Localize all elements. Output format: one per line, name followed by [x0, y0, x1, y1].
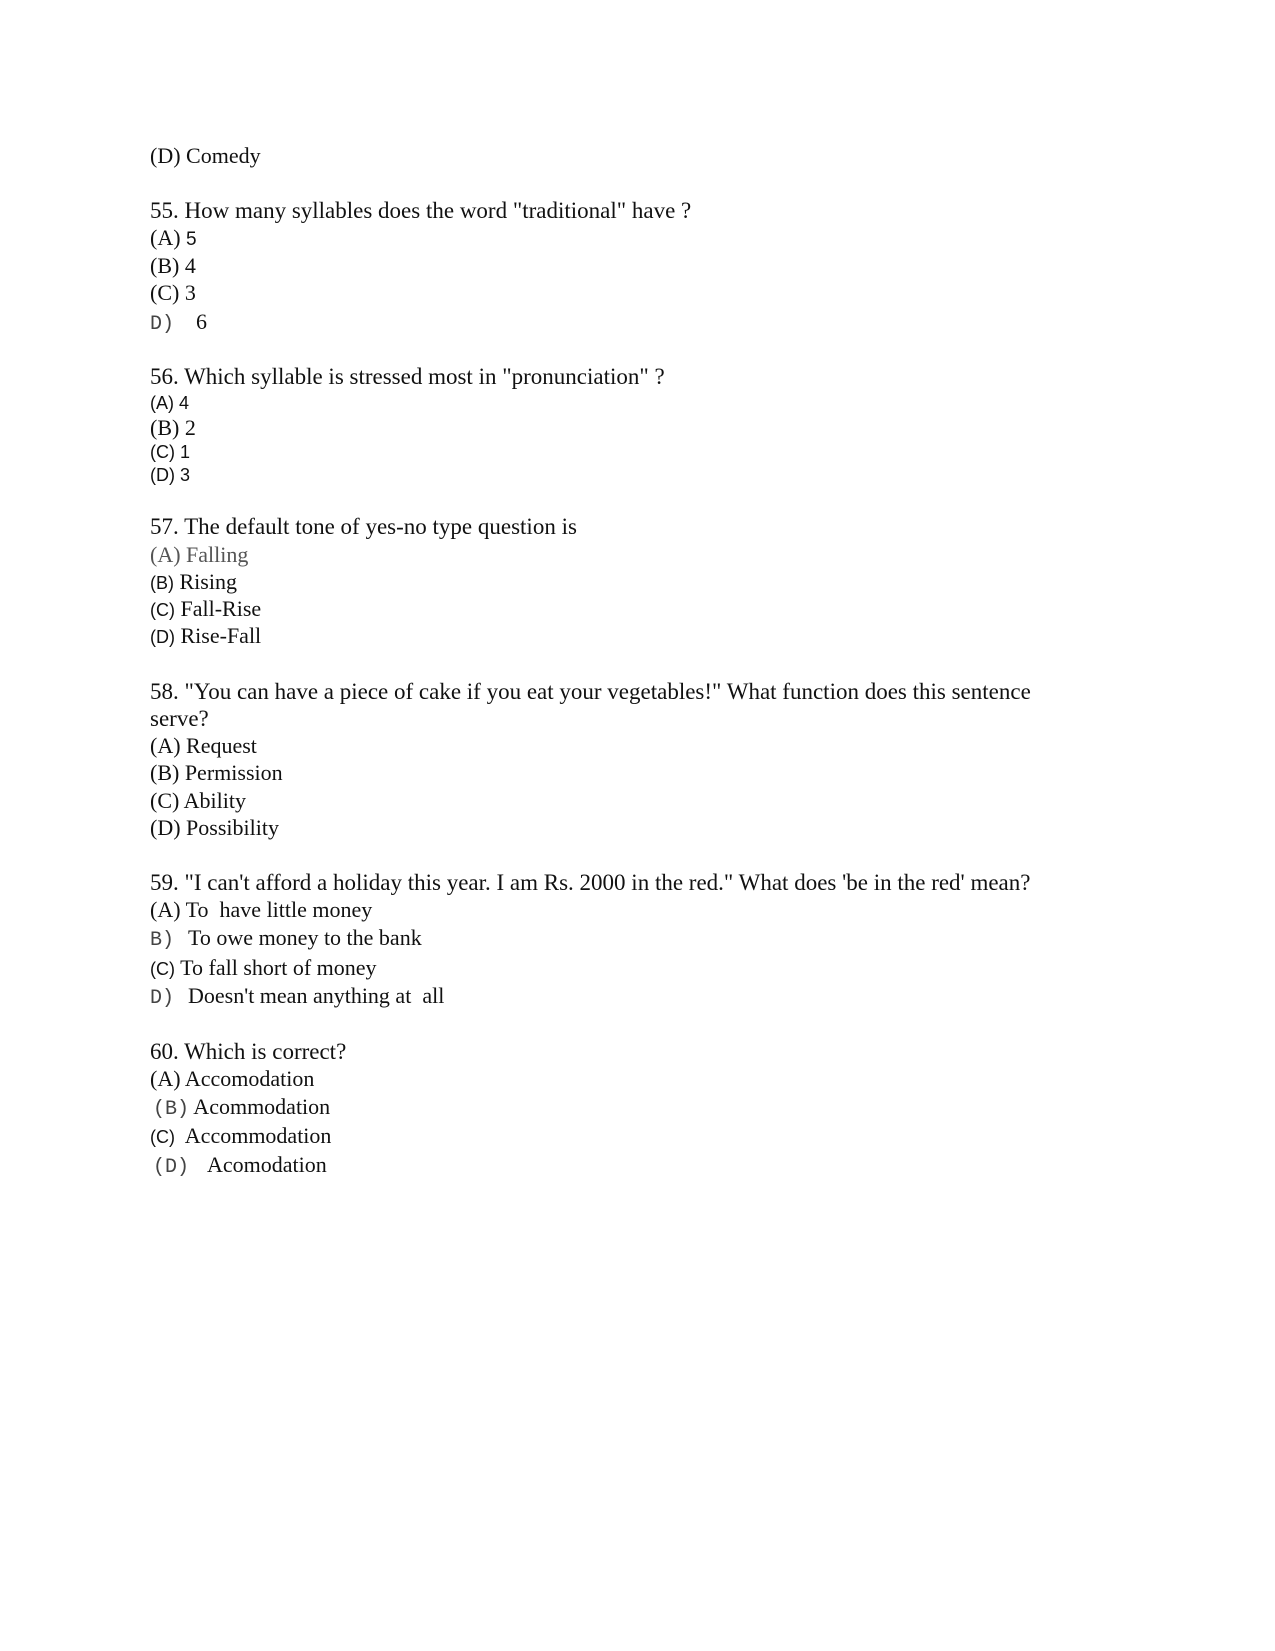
answer-option: (D) Comedy [150, 143, 261, 168]
option-label: (C) [150, 1127, 175, 1147]
answer-option [150, 925, 422, 954]
question-56: 56. Which syllable is stressed most in "pronunciation" ? [150, 364, 665, 389]
option-text: 6 [196, 309, 208, 334]
answer-option [153, 1152, 327, 1181]
option-text: Acommodation [189, 1094, 331, 1119]
option-text: Acomodation [207, 1152, 327, 1177]
answer-option: (A) 4 [150, 393, 190, 413]
option-text: Accommodation [175, 1123, 332, 1148]
answer-option: (A) Request [150, 733, 257, 758]
answer-option: (A) Falling [150, 542, 249, 567]
answer-option: (B) 2 [150, 415, 196, 440]
answer-option [150, 596, 261, 623]
option-text: To owe money to the bank [188, 925, 422, 950]
question-60: 60. Which is correct? [150, 1039, 347, 1064]
option-label: D) [150, 313, 175, 336]
option-label: (A) [150, 225, 187, 250]
option-label: (D) [150, 627, 175, 647]
option-label: (C) [150, 600, 175, 620]
question-58: 58. "You can have a piece of cake if you eat your vegetables!" What function does this sentence [150, 679, 1031, 704]
answer-option [150, 955, 377, 982]
answer-option [150, 623, 261, 650]
option-text: 5 [186, 229, 197, 250]
option-text: Doesn't mean anything at all [188, 983, 445, 1008]
question-57: 57. The default tone of yes-no type question is [150, 514, 577, 539]
question-58-continued: serve? [150, 706, 209, 731]
option-text: Rising [174, 569, 237, 594]
answer-option: (B) 4 [150, 253, 196, 278]
answer-option: (D) Possibility [150, 815, 279, 840]
answer-option [153, 1094, 330, 1123]
option-text: Fall-Rise [175, 596, 262, 621]
answer-option: (C) 3 [150, 280, 196, 305]
question-55: 55. How many syllables does the word "traditional" have ? [150, 198, 692, 223]
answer-option: (B) Permission [150, 760, 283, 785]
option-label: (B) [150, 573, 174, 593]
answer-option [150, 1123, 331, 1150]
option-label: (D) [153, 1156, 190, 1179]
option-label: (B) [153, 1098, 190, 1121]
option-text: To fall short of money [175, 955, 377, 980]
answer-option [150, 983, 444, 1012]
answer-option: (C) 1 [150, 442, 190, 462]
answer-option [150, 225, 197, 253]
answer-option [150, 309, 207, 338]
question-59: 59. "I can't afford a holiday this year. I am Rs. 2000 in the red." What does 'be in the red' mean? [150, 870, 1031, 895]
answer-option: (D) 3 [150, 465, 190, 485]
option-label: (C) [150, 959, 175, 979]
option-label: D) [150, 987, 175, 1010]
answer-option: (C) Ability [150, 788, 246, 813]
option-label: B) [150, 929, 175, 952]
answer-option: (A) Accomodation [150, 1066, 315, 1091]
answer-option: (A) To have little money [150, 897, 373, 922]
option-text: Rise-Fall [175, 623, 262, 648]
answer-option [150, 569, 237, 596]
